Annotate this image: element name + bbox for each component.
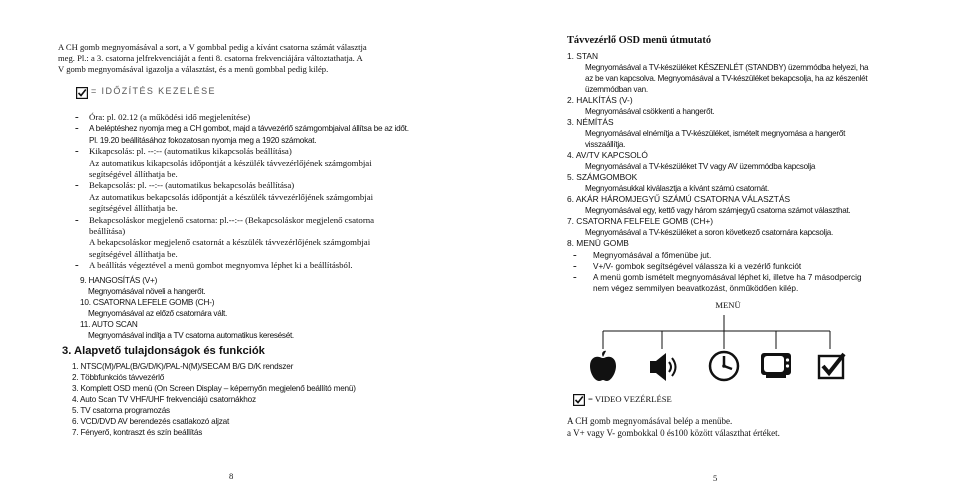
right-footer — [567, 415, 780, 439]
osd-item-desc: Megnyomásával a TV-készüléket a soron következő csatornára kapcsolja. — [585, 228, 834, 237]
dash-bullet: - — [75, 111, 79, 123]
timer-line — [75, 146, 409, 157]
osd-item-title: 7. CSATORNA FELFELE GOMB (CH+) — [567, 216, 714, 226]
feature-item: 5. TV csatorna programozás — [72, 406, 170, 415]
osd-items — [567, 51, 868, 249]
timer-line — [75, 192, 409, 203]
intro-line: meg. Pl.: a 3. csatorna jelfrekvenciáját a fenti 8. csatorna frekvenciájára változtathatja. A — [58, 53, 363, 63]
timer-line-text: Kikapcsolás: pl. --:-- (automatikus kikapcsolás beállítása) — [89, 146, 292, 157]
apple-icon — [590, 351, 616, 381]
clock-icon — [710, 352, 738, 380]
feature-item: 2. Többfunkciós távvezérlő — [72, 373, 165, 382]
dash-bullet: - — [75, 145, 79, 158]
timer-line-text: Pl. 19.20 beállításához fokozatosan nyomja meg a 1920 számokat. — [89, 135, 317, 145]
timer-line-text: Az automatikus kikapcsolás időpontját a készülék távvezérlőjének számgombjai — [89, 157, 372, 168]
intro-line: V gomb megnyomásával igazolja a választást, és a menü gombbal pedig kilép. — [58, 64, 329, 74]
right-page-number: 5 — [713, 473, 718, 483]
timer-line — [75, 180, 409, 191]
footer-line: a V+ vagy V- gombokkal 0 és100 között választhat értéket. — [567, 428, 780, 438]
osd-item-desc: Megnyomásával a TV-készüléket KÉSZENLÉT (STANDBY) üzemmódba helyezi, ha — [585, 63, 869, 72]
osd-item-title: 2. HALKÍTÁS (V-) — [567, 95, 633, 105]
features-list — [72, 361, 356, 438]
button-item-desc: Megnyomásával növeli a hangerőt. — [88, 287, 206, 296]
menu-line — [573, 283, 862, 294]
timer-section — [75, 112, 409, 271]
timer-line — [75, 123, 409, 134]
intro-paragraph — [58, 42, 367, 75]
osd-item-desc: visszaállítja. — [585, 140, 626, 149]
timer-line-text: Az automatikus bekapcsolás időpontját a készülék távvezérlőjének számgombjai — [89, 191, 374, 202]
feature-item: 4. Auto Scan TV VHF/UHF frekvenciájú csatornákhoz — [72, 395, 256, 404]
timer-line-text: segítségével állíthatja be. — [89, 168, 178, 179]
osd-item-desc: Megnyomásával csökkenti a hangerőt. — [585, 107, 715, 116]
timer-line — [75, 112, 409, 123]
timer-line — [75, 249, 409, 260]
osd-item-desc: Megnyomásával elnémítja a TV-készüléket, ismételt megnyomása a hangerőt — [585, 129, 846, 138]
timer-line — [75, 135, 409, 146]
diagram-checkbox-icon — [819, 354, 844, 378]
dash-bullet: - — [75, 259, 79, 272]
button-item-desc: Megnyomásával az előző csatornára vált. — [88, 309, 227, 318]
menu-bullets — [573, 250, 862, 294]
menu-diagram — [580, 307, 860, 407]
osd-item-title: 5. SZÁMGOMBOK — [567, 172, 638, 182]
dash-bullet: - — [75, 122, 79, 135]
osd-item-desc: Megnyomásával a TV-készüléket TV vagy AV üzemmódba kapcsolja — [585, 162, 816, 171]
timer-line-text: A beléptéshez nyomja meg a CH gombot, majd a távvezérlő számgombjaival állítsa be az időt. — [89, 124, 409, 134]
feature-item: 1. NTSC(M)/PAL(B/G/D/K)/PAL-N(M)/SECAM B/G D/K rendszer — [72, 362, 294, 371]
osd-guide-heading: Távvezérlő OSD menü útmutató — [567, 35, 712, 46]
menu-bullet: - — [573, 260, 577, 272]
dash-bullet: - — [75, 179, 79, 192]
intro-line: A CH gomb megnyomásával a sort, a V gombbal pedig a kívánt csatorna számát választja — [58, 42, 367, 52]
video-control-checkbox-icon — [573, 393, 585, 405]
menu-line — [573, 272, 862, 283]
timer-line-text: Bekapcsoláskor megjelenő csatorna: pl.--:-- (Bekapcsoláskor megjelenő csatorna — [89, 214, 375, 225]
timer-line — [75, 215, 409, 226]
buttons-list — [80, 275, 294, 341]
osd-item-desc: üzemmódban van. — [585, 85, 648, 94]
diagram-connector-lines — [603, 315, 830, 349]
timer-line-text: A beállítás végeztével a menü gombot megnyomva léphet ki a beállításból. — [89, 260, 353, 271]
menu-label: MENÜ — [715, 300, 741, 310]
timer-line-text: Óra: pl. 02.12 (a működési idő megjelenítése) — [89, 112, 251, 122]
timer-line-text: segítségével állíthatja be. — [89, 203, 178, 214]
left-page-number: 8 — [229, 471, 234, 481]
osd-item-desc: Megnyomásával egy, kettő vagy három számjegyű csatorna számot választhat. — [585, 206, 851, 215]
button-item-desc: Megnyomásával indítja a TV csatorna automatikus keresését. — [88, 331, 294, 340]
osd-item-desc: Megnyomásukkal kiválasztja a kívánt számú csatornát. — [585, 184, 770, 193]
menu-line-text: V+/V- gombok segítségével válassza ki a vezérlő funkciót — [593, 262, 802, 271]
menu-bullet: - — [573, 249, 577, 261]
speaker-icon — [650, 353, 676, 381]
osd-item-title: 8. MENÜ GOMB — [567, 238, 629, 248]
feature-item: 7. Fényerő, kontraszt és szín beállítás — [72, 428, 203, 437]
button-item-title: 9. HANGOSÍTÁS (V+) — [80, 276, 158, 285]
timer-line-text: A bekapcsoláskor megjelenő csatornát a készülék távvezérlőjének számgombjai — [89, 237, 371, 248]
osd-item-title: 4. AV/TV KAPCSOLÓ — [567, 150, 648, 160]
timer-line — [75, 158, 409, 169]
timer-line — [75, 237, 409, 248]
dash-bullet: - — [75, 213, 79, 226]
video-control-label: = VIDEO VEZÉRLÉSE — [588, 394, 672, 404]
menu-bullet: - — [573, 271, 577, 283]
osd-item-title: 3. NÉMÍTÁS — [567, 117, 614, 127]
feature-item: 6. VCD/DVD AV berendezés csatlakozó aljzat — [72, 417, 230, 426]
timer-line-text: segítségével állíthatja be. — [89, 248, 178, 259]
timer-line — [75, 260, 409, 271]
timer-line-text: beállítása) — [89, 225, 126, 236]
footer-line: A CH gomb megnyomásával belép a menübe. — [567, 416, 733, 426]
button-item-title: 10. CSATORNA LEFELE GOMB (CH-) — [80, 298, 215, 307]
menu-line-text: A menü gomb ismételt megnyomásával léphet ki, illetve ha 7 másodpercig — [593, 273, 862, 282]
osd-item-title: 6. AKÁR HÁROMJEGYŰ SZÁMÚ CSATORNA VÁLASZTÁS — [567, 194, 791, 204]
menu-line — [573, 261, 862, 272]
tv-icon — [761, 353, 791, 378]
timer-line — [75, 203, 409, 214]
features-heading: 3. Alapvető tulajdonságok és funkciók — [62, 345, 265, 357]
osd-item-title: 1. STAN — [567, 51, 599, 61]
checkbox-icon — [76, 86, 88, 98]
timer-line — [75, 169, 409, 180]
timer-line — [75, 226, 409, 237]
timer-line-text: Bekapcsolás: pl. --:-- (automatikus bekapcsolás beállítása) — [89, 180, 295, 191]
menu-line — [573, 250, 862, 261]
button-item-title: 11. AUTO SCAN — [80, 320, 138, 329]
timer-heading: = IDŐZÍTÉS KEZELÉSE — [91, 86, 216, 96]
osd-item-desc: az be van kapcsolva. Megnyomásával a TV-készüléket bekapcsolja, ha az készenlét — [585, 74, 868, 83]
menu-line-text: nem végez semmilyen beavatkozást, önműködően kilép. — [593, 284, 799, 293]
feature-item: 3. Komplett OSD menü (On Screen Display – képernyőn megjelenő beállító menü) — [72, 384, 356, 393]
menu-line-text: Megnyomásával a főmenübe jut. — [593, 251, 712, 260]
